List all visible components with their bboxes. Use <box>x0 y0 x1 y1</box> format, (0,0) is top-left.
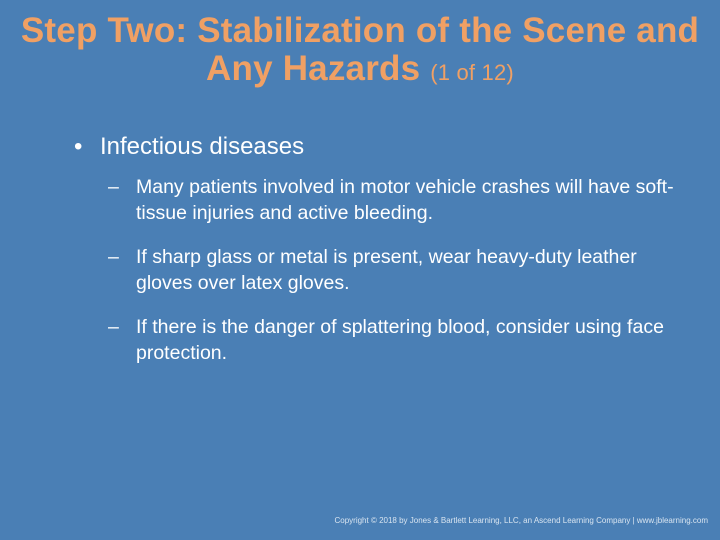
title-counter: (1 of 12) <box>430 60 514 85</box>
slide-title <box>20 12 700 92</box>
sub-bullet-text: If there is the danger of splattering blood, consider using face protection. <box>136 316 664 364</box>
sub-bullet-marker: – <box>108 316 119 338</box>
sub-bullet-text: Many patients involved in motor vehicle crashes will have soft-tissue injuries and active bleeding. <box>136 176 674 224</box>
title-main: Step Two: Stabilization of the Scene and Any Hazards <box>20 11 700 88</box>
sub-bullet-marker: – <box>108 176 119 198</box>
sub-bullet-item <box>106 174 686 226</box>
sub-bullet-item <box>106 244 686 296</box>
copyright-footer: Copyright © 2018 by Jones & Bartlett Learning, LLC, an Ascend Learning Company | www.jblearning.com <box>334 516 708 525</box>
sub-bullet-marker: – <box>108 246 119 268</box>
sub-bullet-item <box>106 314 686 366</box>
sub-bullet-list <box>106 174 686 384</box>
bullet-text: Infectious diseases <box>100 133 305 160</box>
bullet-item <box>74 132 304 162</box>
bullet-marker: • <box>74 133 83 160</box>
sub-bullet-text: If sharp glass or metal is present, wear heavy-duty leather gloves over latex gloves. <box>136 246 637 294</box>
